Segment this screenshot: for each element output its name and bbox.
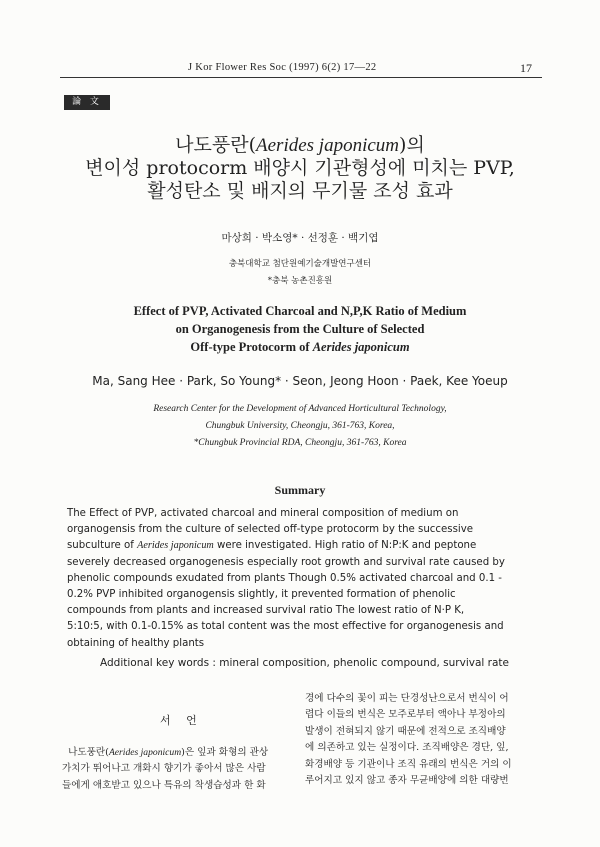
header-rule [60, 77, 542, 78]
title-species-name: Aerides japonicum [256, 135, 400, 156]
body-line: 렵다 이들의 번식은 모주로부터 액아나 부정아의 [305, 709, 506, 721]
running-head: J Kor Flower Res Soc (1997) 6(2) 17—22 [188, 62, 377, 73]
korean-title-line-1: 나도풍란(Aerides japonicum)의 [175, 134, 425, 156]
summary-body [67, 506, 533, 652]
summary-line: phenolic compounds exudated from plants Though 0.5% activated charcoal and 0.1 - [67, 572, 502, 584]
korean-affiliation-1: 충북대학교 첨단원예기술개발연구센터 [228, 259, 372, 269]
summary-line: The Effect of PVP, activated charcoal and mineral composition of medium on [67, 508, 459, 519]
summary-line: 0.2% PVP inhibited organogensis slightly, it prevented formation of phenolic [67, 589, 456, 601]
summary-line: severely decreased organogenesis especially root growth and survival rate caused by [67, 556, 505, 568]
body-line: 나도풍란(Aerides japonicum)은 잎과 화형의 관상 [68, 747, 269, 758]
summary-line: organogensis from the culture of selected off-type protocorm by the successive [67, 524, 474, 536]
english-title-line-3: Off-type Protocorm of Aerides japonicum [190, 340, 410, 354]
introduction-heading: 서 언 [160, 714, 203, 727]
body-column-left [62, 745, 294, 794]
korean-authors: 마상희 · 박소영* · 선정훈 · 백기엽 [221, 232, 379, 244]
body-line: 에 의존하고 있는 실정이다. 조직배양은 경단, 잎, [305, 742, 509, 754]
english-title-species: Aerides japonicum [312, 340, 410, 354]
body-line: 들에게 애호받고 있으나 특유의 착생습성과 한 화 [62, 779, 266, 791]
body-line: 화경배양 등 기관이나 조직 유래의 번식은 거의 이 [305, 758, 512, 770]
body-line: 발생이 전혀되지 않기 때문에 전적으로 조직배양 [305, 725, 506, 737]
korean-title-line-3: 활성탄소 및 배지의 무기물 조성 효과 [147, 180, 453, 202]
english-affiliation-2: Chungbuk University, Cheongju, 361-763, Korea, [205, 421, 395, 431]
korean-affiliation-2: *충북 농촌진흥원 [267, 276, 333, 286]
summary-heading: Summary [274, 483, 326, 497]
body-line: 가치가 뛰어나고 개화시 향기가 좋아서 많은 사람 [62, 763, 266, 775]
summary-line: 5:10:5, with 0.1-0.15% as total content was the most effective for organogenesis and [67, 621, 504, 633]
page-number: 17 [520, 61, 532, 75]
summary-line: compounds from plants and increased survival ratio The lowest ratio of N·P K, [67, 605, 465, 617]
summary-species-name: Aerides japonicum [137, 540, 214, 552]
english-affiliation-3: *Chungbuk Provincial RDA, Cheongju, 361-763, Korea [193, 438, 407, 448]
summary-line: obtaining of healthy plants [67, 637, 205, 649]
english-title-line-1: Effect of PVP, Activated Charcoal and N,P,K Ratio of Medium [133, 304, 467, 318]
english-title-line-2: on Organogenesis from the Culture of Selected [175, 322, 425, 336]
korean-title-line-2: 변이성 protocorm 배양시 기관형성에 미치는 PVP, [85, 157, 515, 179]
english-affiliation-1: Research Center for the Development of Advanced Horticultural Technology, [153, 404, 447, 414]
article-type-badge: 論 文 [64, 95, 110, 110]
english-authors: Ma, Sang Hee · Park, So Young* · Seon, Jeong Hoon · Paek, Kee Yoeup [92, 374, 508, 388]
summary-line: subculture of Aerides japonicum were investigated. High ratio of N:P:K and peptone [67, 540, 477, 552]
additional-key-words: Additional key words : mineral composition, phenolic compound, survival rate [100, 657, 509, 669]
body-line: 경에 다수의 꽃이 피는 단경성난으로서 번식이 어 [305, 693, 509, 704]
body-species-name: Aerides japonicum [108, 747, 182, 758]
body-column-right [305, 691, 542, 789]
body-line: 루어지고 있지 않고 종자 무균배양에 의한 대량번 [305, 775, 509, 787]
